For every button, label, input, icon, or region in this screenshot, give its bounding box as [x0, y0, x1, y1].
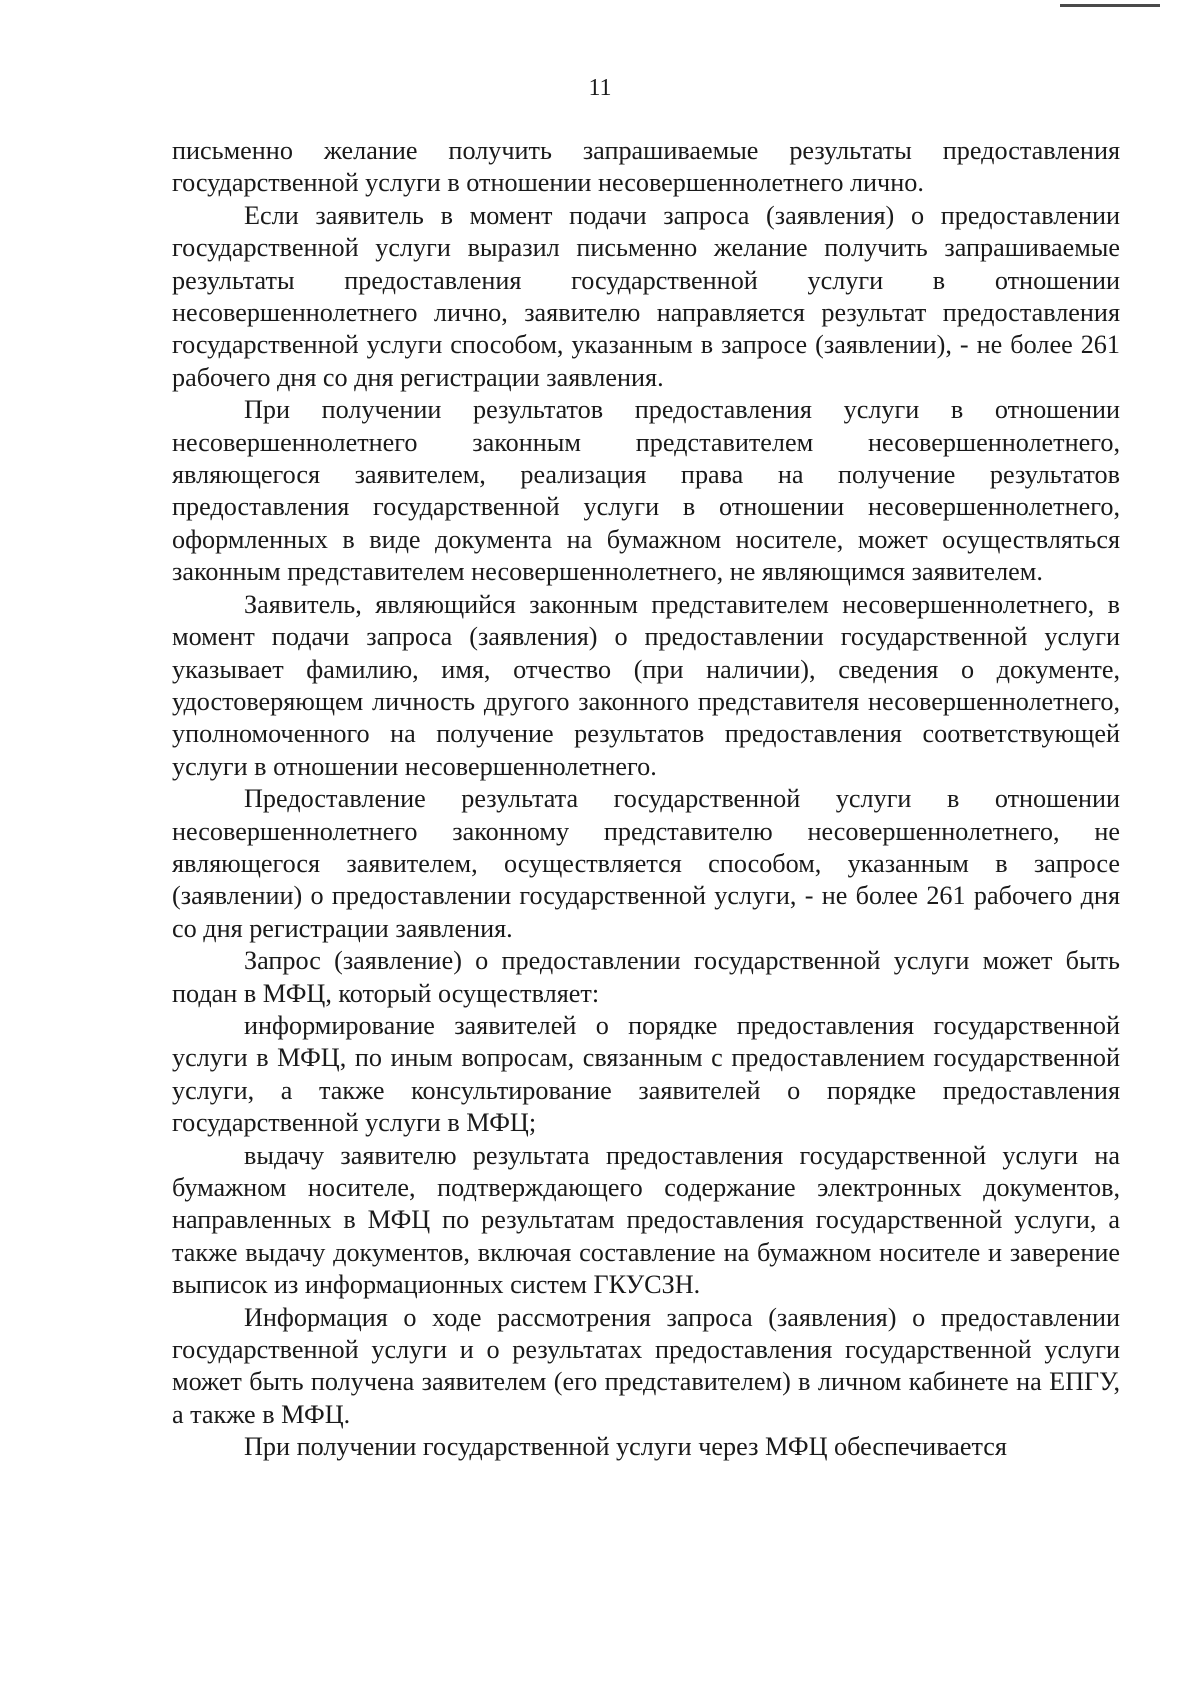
paragraph: При получении государственной услуги через МФЦ обеспечивается	[244, 1432, 1007, 1462]
paragraph-continuation: письменно желание получить запрашиваемые результаты предоставления государственной услуги в отношении несовершеннолетнего лично.	[172, 136, 1120, 198]
document-body	[172, 135, 1120, 1464]
paragraph-list-item: информирование заявителей о порядке предоставления государственной услуги в МФЦ, по иным вопросам, связанным с предоставлением государственной услуги, а также консультирование заявителей о порядке предоставления государственной услуги в МФЦ;	[172, 1010, 1120, 1138]
scan-artifact-line	[1060, 4, 1160, 7]
paragraph: Если заявитель в момент подачи запроса (заявления) о предоставлении государственной услуги выразил письменно желание получить запрашиваемые результаты предоставления государственной услуги в отношении несовершеннолетнего лично, заявителю направляется результат предоставления государственной услуги способом, указанным в запросе (заявлении), - не более 261 рабочего дня со дня регистрации заявления.	[172, 200, 1120, 392]
page-number: 11	[588, 75, 612, 101]
paragraph: Заявитель, являющийся законным представителем несовершеннолетнего, в момент подачи запроса (заявления) о предоставлении государственной услуги указывает фамилию, имя, отчество (при наличии), сведения о документе, удостоверяющем личность другого законного представителя несовершеннолетнего, уполномоченного на получение результатов предоставления соответствующей услуги в отношении несовершеннолетнего.	[172, 589, 1120, 781]
paragraph: Информация о ходе рассмотрения запроса (заявления) о предоставлении государственной услуги и о результатах предоставления государственной услуги может быть получена заявителем (его представителем) в личном кабинете на ЕПГУ, а также в МФЦ.	[172, 1302, 1120, 1429]
paragraph: Запрос (заявление) о предоставлении государственной услуги может быть подан в МФЦ, который осуществляет:	[172, 946, 1120, 1008]
paragraph: При получении результатов предоставления услуги в отношении несовершеннолетнего законным представителем несовершеннолетнего, являющегося заявителем, реализация права на получение результатов предоставления государственной услуги в отношении несовершеннолетнего, оформленных в виде документа на бумажном носителе, может осуществляться законным представителем несовершеннолетнего, не являющимся заявителем.	[172, 395, 1120, 587]
paragraph: Предоставление результата государственной услуги в отношении несовершеннолетнего законному представителю несовершеннолетнего, не являющегося заявителем, осуществляется способом, указанным в запросе (заявлении) о предоставлении государственной услуги, - не более 261 рабочего дня со дня регистрации заявления.	[172, 784, 1120, 943]
paragraph-list-item: выдачу заявителю результата предоставления государственной услуги на бумажном носителе, подтверждающего содержание электронных документов, направленных в МФЦ по результатам предоставления государственной услуги, а также выдачу документов, включая составление на бумажном носителе и заверение выписок из информационных систем ГКУСЗН.	[172, 1140, 1120, 1300]
